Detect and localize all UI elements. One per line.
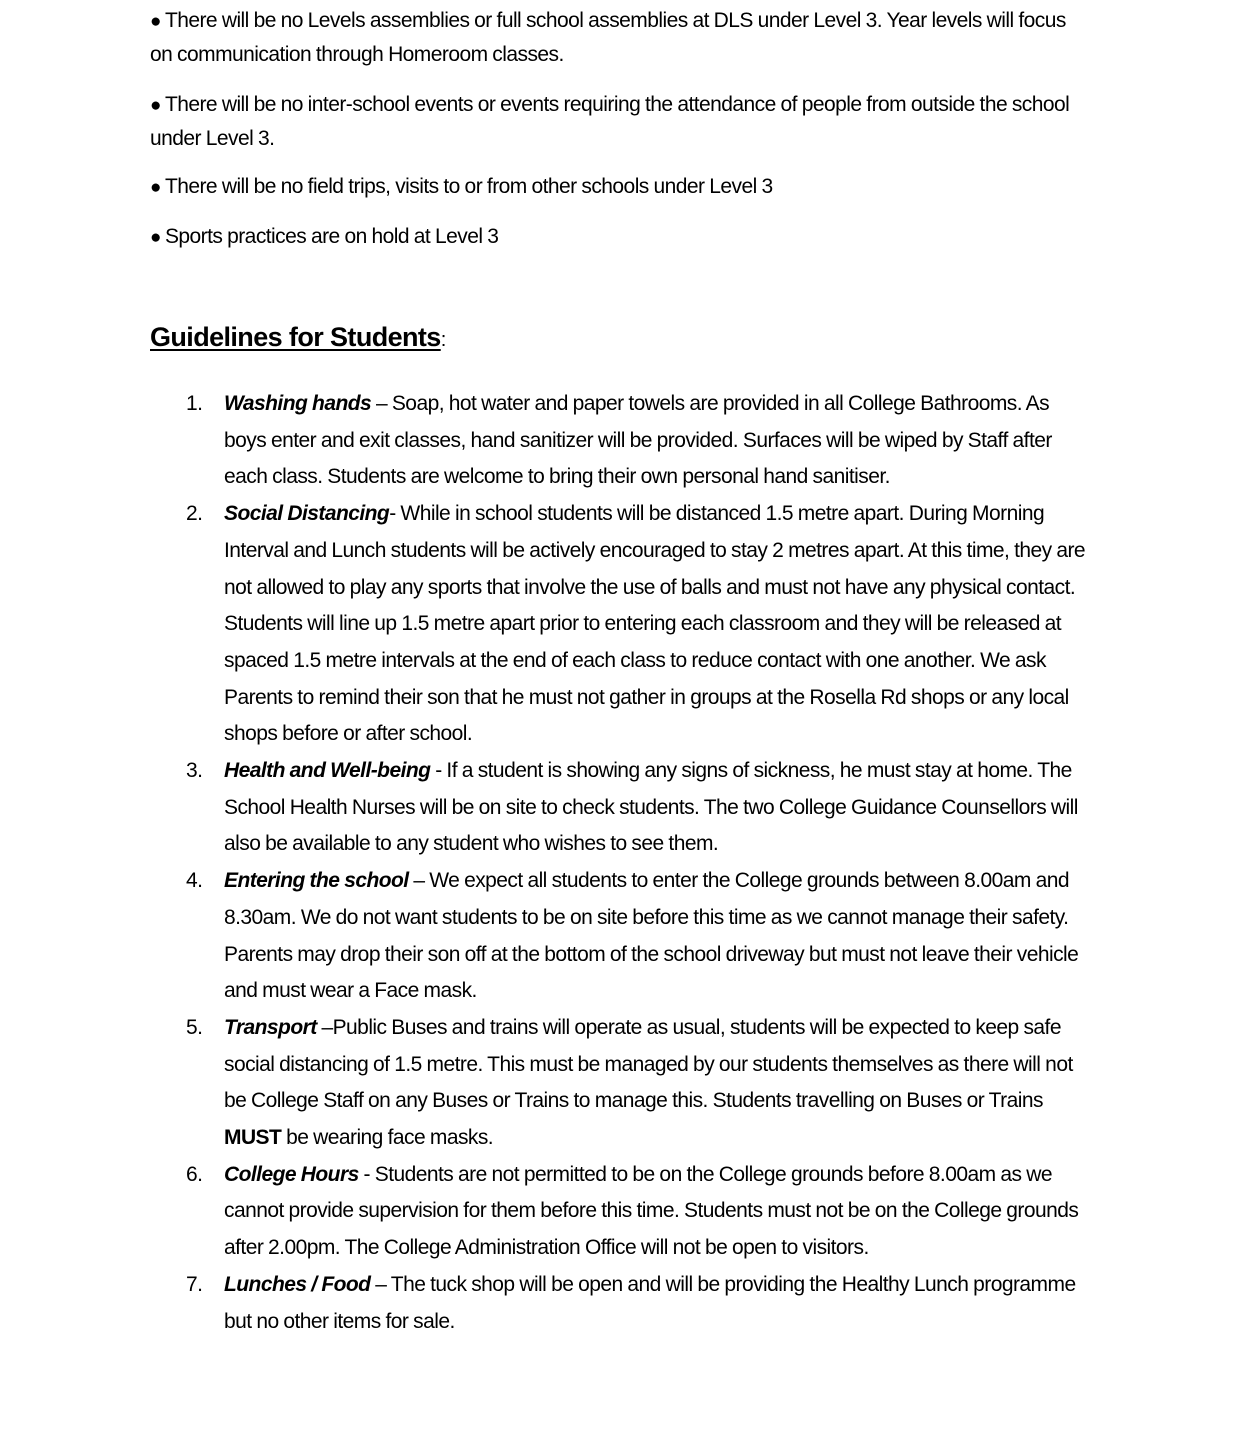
guideline-title: Lunches / Food <box>224 1272 371 1296</box>
guideline-body: – We expect all students to enter the College grounds between 8.00am and 8.30am. We do not want students to be on site before this time as we cannot manage their safety. Parents may drop their son off at the bottom of the school driveway but must not leave their vehicle and must wear a Face mask. <box>224 869 1079 1003</box>
guideline-body: - Students are not permitted to be on the College grounds before 8.00am as we cannot provide supervision for them before this time. Students must not be on the College grounds after 2.00pm. The College Administration Office will not be open to visitors. <box>224 1162 1079 1260</box>
bullet-icon: ● <box>150 177 161 198</box>
guideline-emphasis: MUST <box>224 1126 282 1150</box>
guideline-item <box>186 1157 1086 1267</box>
bullet-item <box>150 170 1090 204</box>
list-number: 3. <box>186 759 203 783</box>
section-heading <box>150 322 446 353</box>
guideline-item <box>186 1010 1086 1157</box>
guideline-body: - If a student is showing any signs of sickness, he must stay at home. The School Health Nurses will be on site to check students. The two College Guidance Counsellors will also be available to any student who wishes to see them. <box>224 759 1078 856</box>
list-number: 6. <box>186 1162 203 1186</box>
list-number: 7. <box>186 1272 203 1296</box>
section-heading-text: Guidelines for Students <box>150 322 441 352</box>
guideline-body: –Public Buses and trains will operate as usual, students will be expected to keep safe social distancing of 1.5 metre. This must be managed by our students themselves as there will not be College Staff on any Buses or Trains to manage this. Students travelling on Buses or Trains <box>224 1015 1073 1113</box>
guideline-title: Health and Well-being <box>224 759 431 783</box>
guideline-title: College Hours <box>224 1162 359 1186</box>
list-number: 2. <box>186 502 203 526</box>
guideline-body: - While in school students will be distanced 1.5 metre apart. During Morning Interval and Lunch students will be actively encouraged to stay 2 metres apart. At this time, they are not allowed to play any sports that involve the use of balls and must not have any physical contact. Students will line up 1.5 metre apart prior to entering each classroom and they will be released at spaced 1.5 metre intervals at the end of each class to reduce contact with one another. We ask Parents to remind their son that he must not gather in groups at the Rosella Rd shops or any local shops before or after school. <box>224 502 1086 746</box>
guideline-body: – The tuck shop will be open and will be providing the Healthy Lunch programme but no other items for sale. <box>224 1272 1076 1333</box>
bullet-text: There will be no field trips, visits to or from other schools under Level 3 <box>164 175 773 198</box>
guideline-item <box>186 496 1086 753</box>
bullet-icon: ● <box>150 11 161 32</box>
bullet-item <box>150 88 1090 155</box>
guideline-item <box>186 1267 1086 1340</box>
bullet-text: There will be no Levels assemblies or full school assemblies at DLS under Level 3. Year levels will focus on communication through Homeroom classes. <box>150 9 1066 66</box>
guideline-body-after: be wearing face masks. <box>281 1126 494 1150</box>
list-number: 1. <box>186 392 203 415</box>
bullet-item <box>150 4 1090 71</box>
bullet-icon: ● <box>150 95 161 116</box>
guideline-title: Social Distancing <box>224 502 390 526</box>
bullet-item <box>150 220 1090 254</box>
bullet-icon: ● <box>150 227 161 248</box>
guidelines-list <box>186 386 1086 1340</box>
guideline-title: Washing hands <box>224 392 372 415</box>
section-heading-suffix: : <box>440 329 446 351</box>
guideline-title: Entering the school <box>224 869 409 893</box>
bullet-text: There will be no inter-school events or events requiring the attendance of people from outside the school under Level 3. <box>150 93 1070 150</box>
list-number: 5. <box>186 1015 203 1039</box>
guideline-item <box>186 386 1086 496</box>
list-number: 4. <box>186 869 203 893</box>
guideline-title: Transport <box>224 1015 317 1039</box>
guideline-item <box>186 863 1086 1010</box>
guideline-item <box>186 753 1086 863</box>
guideline-body: – Soap, hot water and paper towels are provided in all College Bathrooms. As boys enter and exit classes, hand sanitizer will be provided. Surfaces will be wiped by Staff after each class. Students are welcome to bring their own personal hand sanitiser. <box>224 392 1052 489</box>
bullet-text: Sports practices are on hold at Level 3 <box>164 225 499 248</box>
